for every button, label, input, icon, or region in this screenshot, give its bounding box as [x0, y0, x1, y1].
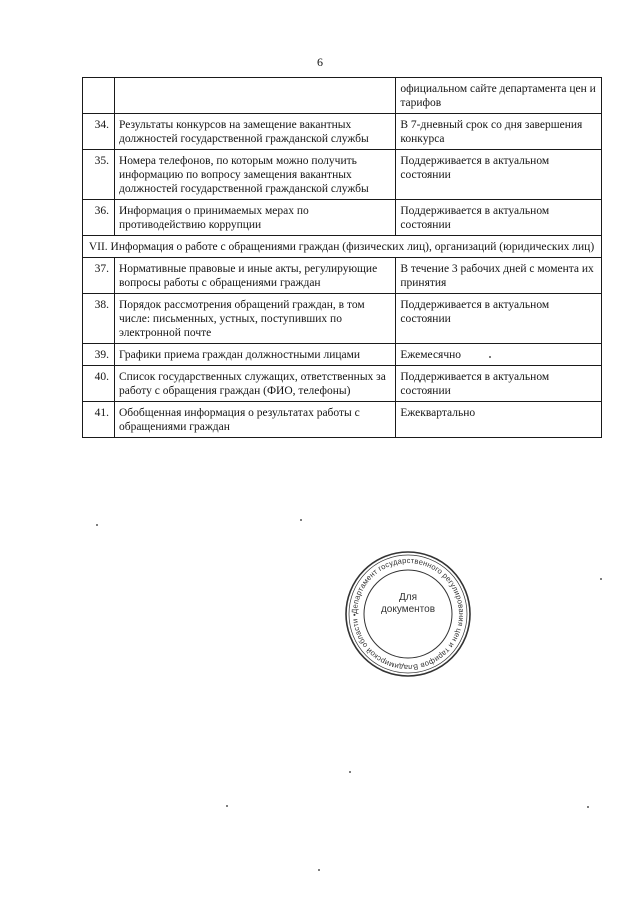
row-description: Обобщенная информация о результатах работы с обращениями граждан	[114, 402, 395, 438]
scan-speck	[489, 356, 491, 358]
row-term: В 7-дневный срок со дня завершения конкурса	[396, 114, 602, 150]
row-number: 40.	[83, 366, 115, 402]
section-header-row	[83, 236, 602, 258]
row-term: В течение 3 рабочих дней с момента их принятия	[396, 258, 602, 294]
row-number	[83, 78, 115, 114]
row-number: 41.	[83, 402, 115, 438]
seal-stamp	[343, 549, 473, 679]
row-term: официальном сайте департамента цен и тарифов	[396, 78, 602, 114]
page-number: 6	[317, 55, 323, 69]
table-row	[83, 402, 602, 438]
seal-ring-text: Департамент государственного регулирования цен и тарифов Владимирской области •	[349, 555, 467, 673]
row-number: 39.	[83, 344, 115, 366]
scan-speck	[226, 805, 228, 807]
seal-center-line2: документов	[380, 604, 436, 615]
row-description: Результаты конкурсов на замещение вакантных должностей государственной гражданской службы	[114, 114, 395, 150]
row-number: 36.	[83, 200, 115, 236]
row-term: Поддерживается в актуальном состоянии	[396, 150, 602, 200]
row-term: Ежеквартально	[396, 402, 602, 438]
scan-speck	[349, 771, 351, 773]
table-row	[83, 366, 602, 402]
row-number: 35.	[83, 150, 115, 200]
row-term: Поддерживается в актуальном состоянии	[396, 294, 602, 344]
seal-center-text	[343, 592, 473, 616]
table-row	[83, 294, 602, 344]
row-description: Нормативные правовые и иные акты, регулирующие вопросы работы с обращениями граждан	[114, 258, 395, 294]
table-row	[83, 114, 602, 150]
scan-speck	[300, 519, 302, 521]
row-term: Поддерживается в актуальном состоянии	[396, 366, 602, 402]
row-number: 38.	[83, 294, 115, 344]
scan-speck	[600, 578, 602, 580]
scan-speck	[318, 869, 320, 871]
row-description: Информация о принимаемых мерах по противодействию коррупции	[114, 200, 395, 236]
row-term: Поддерживается в актуальном состоянии	[396, 200, 602, 236]
row-description: Список государственных служащих, ответственных за работу с обращения граждан (ФИО, телефоны)	[114, 366, 395, 402]
table-row	[83, 78, 602, 114]
table-row	[83, 200, 602, 236]
row-description: Порядок рассмотрения обращений граждан, в том числе: письменных, устных, поступивших по электронной почте	[114, 294, 395, 344]
row-description: Номера телефонов, по которым можно получить информацию по вопросу замещения вакантных должностей государственной гражданской службы	[114, 150, 395, 200]
row-description	[114, 78, 395, 114]
section-heading: VII. Информация о работе с обращениями граждан (физических лиц), организаций (юридических лиц)	[83, 236, 602, 258]
row-term: Ежемесячно	[396, 344, 602, 366]
table-row	[83, 150, 602, 200]
table-row	[83, 344, 602, 366]
row-description: Графики приема граждан должностными лицами	[114, 344, 395, 366]
table-row	[83, 258, 602, 294]
scan-speck	[587, 806, 589, 808]
scan-speck	[96, 524, 98, 526]
seal-center-line1: Для	[398, 592, 418, 603]
row-number: 37.	[83, 258, 115, 294]
information-table	[82, 77, 602, 438]
row-number: 34.	[83, 114, 115, 150]
